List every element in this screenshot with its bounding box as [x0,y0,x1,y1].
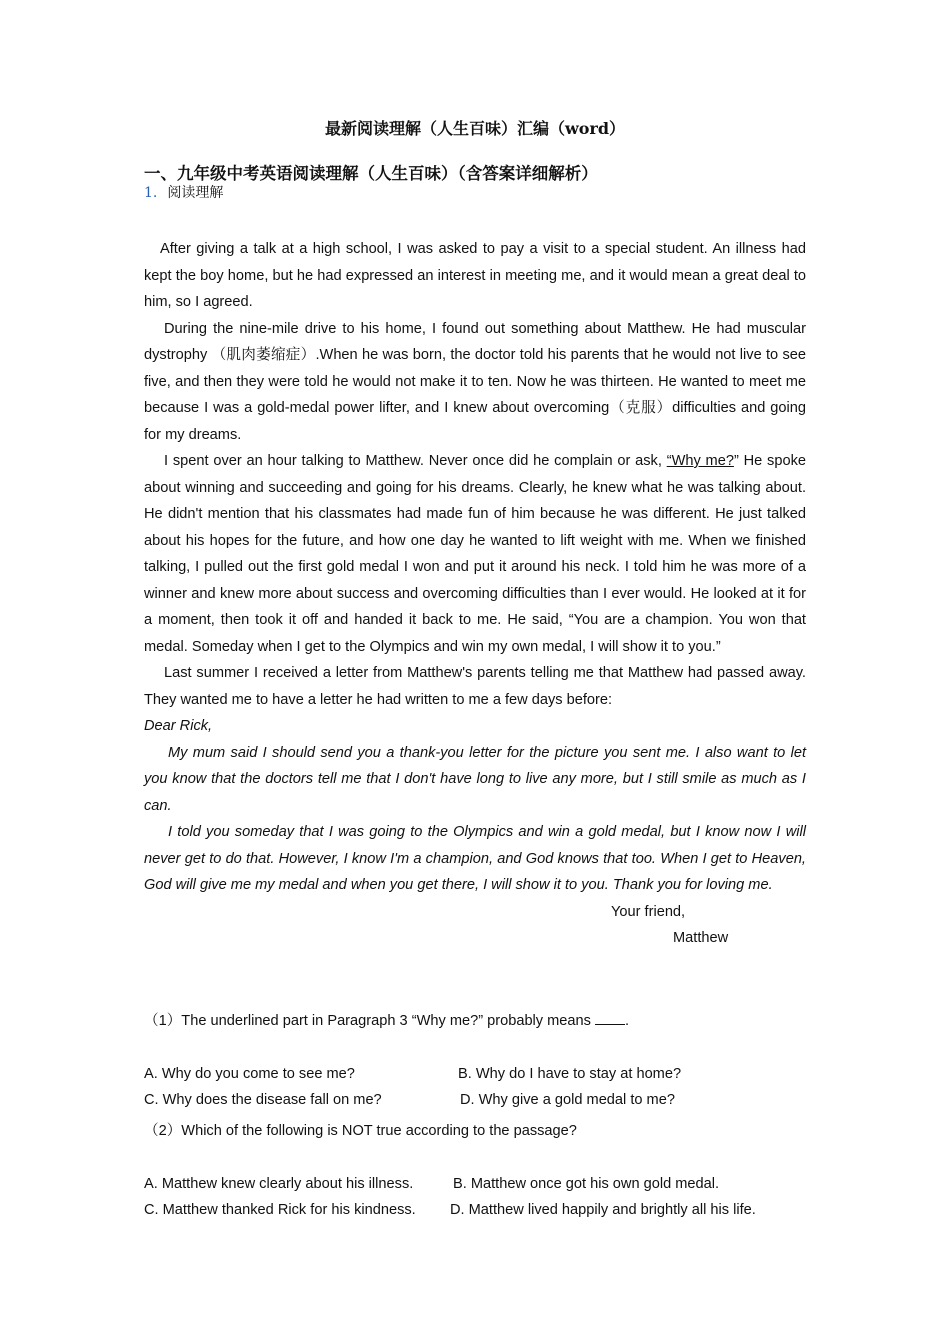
question-type: 阅读理解 [167,185,224,201]
question-number: 1. [144,185,158,201]
paragraph-3-rest: ” He spoke about winning and succeeding and going for his dreams. Clearly, he knew what he was talking about. He didn't mention that his classmates had made fun of him because he was different. He just talked about his hopes for the future, and how one day he wanted to lift weight with me. When we finished talking, I pulled out the first gold medal I won and put it around his neck. I told him he was more of a winner and knew more about success and overcoming difficulties than I ever would. He looked at it for a moment, then took it off and handed it back to me. He said, “You are a champion. You won that medal. Someday when I get to the Olympics and win my own medal, I will show it to you.” [144,453,806,655]
letter-closing: Your friend, [611,903,686,920]
letter-greeting: Dear Rick, [144,718,213,734]
letter-paragraph-2: I told you someday that I was going to the Olympics and win a gold medal, but I know now I will never get to do that. However, I know I'm a champion, and God knows that too. When I get to Heaven, God will give me my medal and when you get there, I will show it to you. Thank you for loving me. [144,824,806,893]
question-2-option-a: A. Matthew knew clearly about his illness. [144,1176,414,1192]
letter-signature: Matthew [673,930,729,946]
question-2-option-b: B. Matthew once got his own gold medal. [453,1176,720,1192]
paragraph-3-start: I spent over an hour talking to Matthew. Never once did he complain or ask, [164,453,667,469]
passage-paragraph-1: After giving a talk at a high school, I was asked to pay a visit to a special student. An illness had kept the boy home, but he had expressed an interest in meeting me, and it would mean a great deal to him, so I agreed. [144,241,806,310]
question-label [144,182,223,202]
passage-paragraph-2: During the nine-mile drive to his home, I found out something about Matthew. He had muscular dystrophy （肌肉萎缩症）.When he was born, the doctor told his parents that he would not live to see five, and then they were told he would not make it to ten. Now he was thirteen. He wanted to meet me because I was a gold-medal power lifter, and I knew about overcoming（克服）difficulties and going for my dreams. [144,320,806,443]
question-2-option-d: D. Matthew lived happily and brightly all his life. [450,1202,756,1218]
question-1-option-d: D. Why give a gold medal to me? [460,1092,675,1108]
document-title: 最新阅读理解（人生百味）汇编（word） [324,119,626,138]
question-1-stem: （1）The underlined part in Paragraph 3 “Why me?” probably means . [144,1009,806,1030]
question-1-option-b: B. Why do I have to stay at home? [458,1066,682,1082]
letter-paragraph-1: My mum said I should send you a thank-you letter for the picture you sent me. I also want to let you know that the doctors tell me that I don't have long to live any more, but I still smile as much as I can. [144,744,806,814]
section-heading: 一、九年级中考英语阅读理解（人生百味）（含答案详细解析） [144,164,598,183]
question-1-option-a: A. Why do you come to see me? [144,1066,355,1082]
question-2-option-c: C. Matthew thanked Rick for his kindness. [144,1202,416,1218]
question-2-stem: （2）Which of the following is NOT true according to the passage? [144,1123,577,1139]
underlined-phrase: “Why me? [666,453,734,469]
reading-passage [144,236,806,952]
passage-paragraph-4: Last summer I received a letter from Matthew's parents telling me that Matthew had passed away. They wanted me to have a letter he had written to me a few days before: [144,665,806,708]
answer-blank [595,1010,625,1025]
question-1-option-c: C. Why does the disease fall on me? [144,1092,382,1108]
passage-paragraph-3 [144,448,806,660]
